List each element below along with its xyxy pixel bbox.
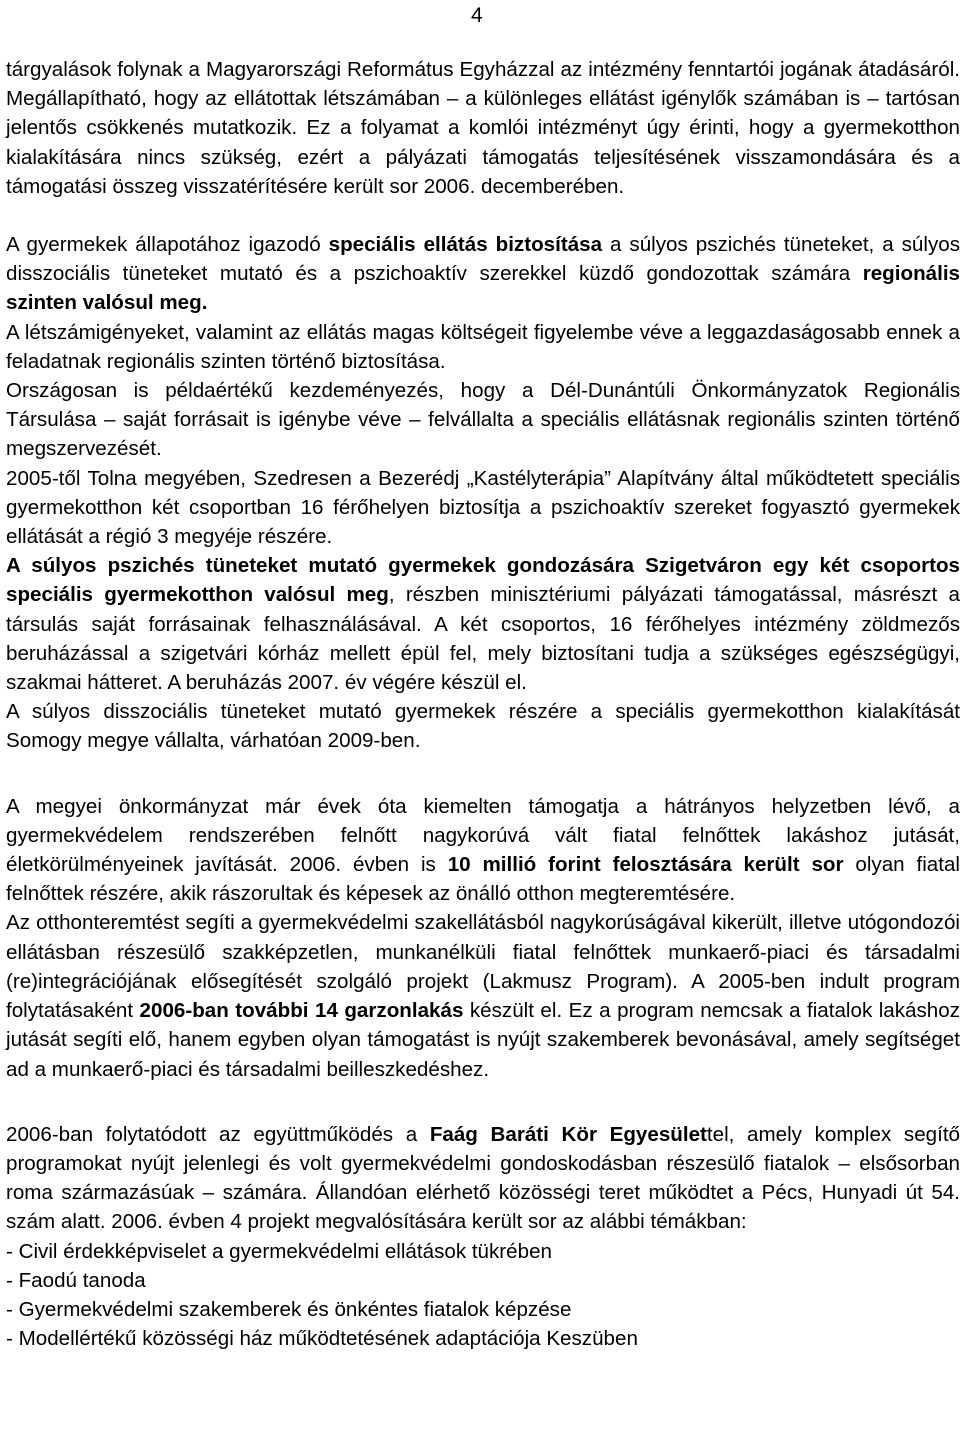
text-run: - Gyermekvédelmi szakemberek és önkéntes fiatalok képzése (6, 1297, 572, 1321)
text-run: - Civil érdekképviselet a gyermekvédelmi ellátások tükrében (6, 1239, 552, 1263)
paragraph-p13 (6, 1295, 960, 1324)
paragraph-p4 (6, 376, 960, 464)
bold-text-run: 10 millió forint felosztására került sor (447, 853, 844, 877)
paragraph-p5 (6, 464, 960, 552)
text-run: a súlyos pszichés tüneteket, a súlyos disszociális tüneteket mutató és a pszichoaktív szerekkel küzdő gondozottak számára (6, 233, 960, 286)
paragraph-p8 (6, 792, 960, 909)
text-run: - Modellértékű közösségi ház működtetésének adaptációja Keszüben (6, 1327, 638, 1351)
bold-text-run: regionális szinten valósul meg. (6, 262, 960, 315)
paragraph-p12 (6, 1266, 960, 1295)
text-run: - Faodú tanoda (6, 1268, 146, 1292)
text-run: készült el. Ez a program nemcsak a fiatalok lakáshoz jutását segíti elő, hanem egyben olyan támogatást is nyújt szakemberek bevonásával, amely segítséget ad a munkaerő-piaci és társadalmi beilleszkedéshez. (6, 999, 960, 1081)
text-run: tel, amely komplex segítő programokat nyújt jelenlegi és volt gyermekvédelmi gondoskodásban részesülő fiatalok – elsősorban roma származásúak – számára. Állandóan elérhető közösségi teret működtet a Pécs, Hunyadi út 54. szám alatt. 2006. évben 4 projekt megvalósítására került sor az alábbi témákban: (6, 1122, 960, 1234)
document-body (6, 55, 960, 1353)
page-number: 4 (471, 4, 483, 27)
text-run: A megyei önkormányzat már évek óta kiemelten támogatja a hátrányos helyzetben lévő, a gyermekvédelem rendszerében felnőtt nagykorúvá vált fiatal felnőttek lakáshoz jutását, életkörülményeinek javítását. 2006. évben is (6, 794, 960, 877)
paragraph-p2 (6, 230, 960, 318)
paragraph-p1 (6, 55, 960, 201)
paragraph-p6 (6, 551, 960, 697)
paragraph-p11 (6, 1237, 960, 1266)
text-run: Országosan is példaértékű kezdeményezés, hogy a Dél-Dunántúli Önkormányzatok Regionális Társulása – saját forrásait is igénybe véve – felvállalta a speciális ellátásnak regionális szinten történő megszervezését. (6, 379, 960, 461)
bold-text-run: Faág Baráti Kör Egyesület (429, 1122, 707, 1146)
paragraph-p7 (6, 697, 960, 755)
text-run: , részben minisztériumi pályázati támogatással, másrészt a társulás saját forrásainak felhasználásával. A két csoportos, 16 férőhelyes intézmény zöldmezős beruházással a szigetvári kórház mellett épül fel, mely biztosítani tudja a szükséges egészségügyi, szakmai hátteret. A beruházás 2007. év végére készül el. (6, 583, 960, 695)
paragraph-p10 (6, 1120, 960, 1237)
paragraph-p3 (6, 318, 960, 376)
text-run: A súlyos disszociális tüneteket mutató gyermekek részére a speciális gyermekotthon kialakítását Somogy megye vállalta, várhatóan 2009-ben. (6, 700, 960, 753)
text-run: tárgyalások folynak a Magyarországi Református Egyházzal az intézmény fenntartói jogának átadásáról. Megállapítható, hogy az ellátottak létszámában – a különleges ellátást igénylők számában is – tartósan jelentős csökkenés mutatkozik. Ez a folyamat a komlói intézményt úgy érinti, hogy a gyermekotthon kialakítására nincs szükség, ezért a pályázati támogatás teljesítésének visszamondására és a támogatási összeg visszatérítésére került sor 2006. decemberében. (6, 58, 960, 198)
text-run: Az otthonteremtést segíti a gyermekvédelmi szakellátásból nagykorúságával kikerült, illetve utógondozói ellátásban részesülő szakképzetlen, munkanélküli fiatal felnőttek munkaerő-piaci és társadalmi (re)integrációjának elősegítését szolgáló projekt (Lakmusz Program). A 2005-ben indult program folytatásaként (6, 911, 960, 1023)
bold-text-run: 2006-ban további 14 garzonlakás (139, 999, 464, 1023)
text-run: 2006-ban folytatódott az együttműködés a (6, 1122, 430, 1146)
bold-text-run: speciális ellátás biztosítása (328, 233, 603, 257)
bold-text-run: A súlyos pszichés tüneteket mutató gyermekek gondozására Szigetváron egy két csoportos speciális gyermekotthon valósul meg (6, 554, 960, 607)
text-run: A gyermekek állapotához igazodó (6, 233, 329, 257)
text-run: A létszámigényeket, valamint az ellátás magas költségeit figyelembe véve a leggazdaságosabb ennek a feladatnak regionális szinten történő biztosítása. (6, 320, 960, 373)
paragraph-p9 (6, 908, 960, 1083)
text-run: olyan fiatal felnőttek részére, akik rászorultak és képesek az önálló otthon megteremtésére. (6, 853, 960, 906)
text-run: 2005-től Tolna megyében, Szedresen a Bezerédj „Kastélyterápia” Alapítvány által működtetett speciális gyermekotthon két csoportban 16 férőhelyen biztosítja a pszichoaktív szereket fogyasztó gyermekek ellátását a régió 3 megyéje részére. (6, 466, 960, 549)
paragraph-p14 (6, 1324, 960, 1353)
